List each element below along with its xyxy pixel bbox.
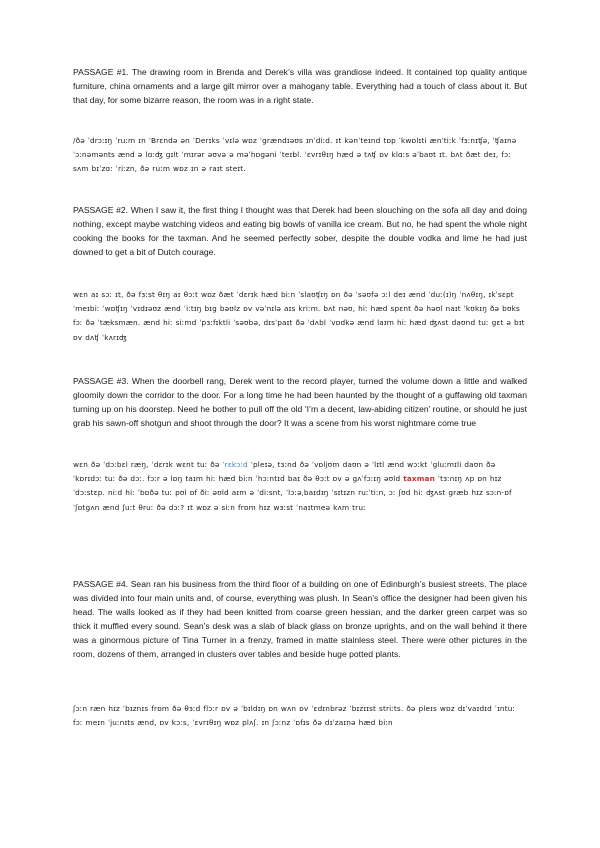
passage-3-ipa-part-2: ˈpleɪə, tɜːnd ðə ˈvɒljʊm daʊn ə ˈlɪtl ænd wɔːkt ˈgluːmɪli daʊn ðə ˈkɒrɪdɔː tuː ðə dɔː. fɔːr ə lɒŋ taɪm hiː hæd biːn ˈhɔːntɪd baɪ ðə θɔːt ɒv ə gʌˈfɔːɪŋ əʊld [73,460,496,484]
passage-4-ipa: ʃɔːn ræn hɪz ˈbɪznɪs frɒm ðə θɜːd flɔːr ɒv ə ˈbɪldɪŋ ɒn wʌn ɒv ˈɛdɪnbrəz ˈbɪzɪɪst striːts. ðə pleɪs wɒz dɪˈvaɪdɪd ˈɪntuː fɔː meɪn ˈjuːnɪts ænd, ɒv kɔːs, ˈɛvrɪθɪŋ wɒz plʌʃ. ɪn ʃɔːnz ˈɒfɪs ðə dɪˈzaɪnə hæd biːn [73,704,516,728]
passage-2-ipa: wɛn aɪ sɔː ɪt, ðə fɜːst θɪŋ aɪ θɔːt wɒz ðæt ˈdɛrɪk hæd biːn ˈslaʊʧɪŋ ɒn ðə ˈsəʊfə ɔːl deɪ ænd ˈduː(ɪ)ŋ ˈnʌθɪŋ, ɪkˈsɛpt ˈmeɪbiː ˈwɒʧɪŋ ˈvɪdɪəʊz ænd ˈiːtɪŋ bɪg bəʊlz ɒv vəˈnɪlə aɪs kriːm. bʌt nəʊ, hiː hæd spɛnt ðə həʊl naɪt ˈkʊkɪŋ ðə bʊks fɔː ðə ˈtæksmæn. ænd hiː siːmd ˈpɜːfɪktli ˈsəʊbə, dɪsˈpaɪt ðə ˈdʌbl ˈvɒdkə ænd laɪm hiː hæd ʤʌst daʊnd tuː gɛt ə bɪt ɒv dʌʧ ˈkʌrɪʤ [73,290,525,342]
passage-3-ipa [73,458,527,515]
passage-1-ipa: /ðə ˈdrɔːɪŋ ˈruːm ɪn ˈBrɛndə ən ˈDerɪks ˈvɪlə wɒz ˈgrændɪəʊs ɪnˈdiːd. ɪt kənˈteɪnd tɒp ˈkwɒlɪti ænˈtiːk ˈfɜːnɪʧə, ˈʧaɪnə ˈɔːnəmənts ænd ə lɑːʤ gɪlt ˈmɪrər əʊvə ə məˈhɒgəni ˈteɪbl. ˈɛvrɪθɪŋ hæd ə tʌʧ ɒv klɑːs əˈbaʊt ɪt. bʌt ðæt deɪ, fɔː sʌm bɪˈzɑː ˈriːzn, ðə ruːm wɒz ɪn ə raɪt steɪt. [73,136,517,174]
passage-3-ipa-part-1: wɛn ðə ˈdɔːbɛl ræŋ, ˈdɛrɪk wɛnt tuː ðə [73,460,223,469]
passage-4-text: PASSAGE #4. Sean ran his business from the third floor of a building on one of Edinburgh’s busiest streets. The place was divided into four main units and, of course, everything was plush. In Sean’s office the designer had been given his head. The walls looked as if they had been knitted from coarse green hessian, and the darker green carpet was so thick it muffled every sound. Sean’s desk was a slab of black glass on bronze uprights, and on the wall behind it there was a ginormous picture of Tina Turner in a frenzy, framed in matte stainless steel. There were other pictures in the room, dozens of them, arranged in clusters over tables and beside huge potted plants. [73,579,527,659]
passage-3-ipa-part-3: ˈtɜːnɪŋ ʌp ɒn hɪz ˈdɔːstɛp. niːd hiː ˈbɒðə tuː pʊl ɒf ðiː əʊld aɪm ə ˈdiːsnt, ˈlɔːəˌbaɪdɪŋ ˈsɪtɪzn ruːˈtiːn, ɔː ʃʊd hiː ʤʌst græb hɪz sɔːn-ɒf ˈʃɒtgʌn ænd ʃuːt θruː ðə dɔː? ɪt wɒz ə siːn frɒm hɪz wɜːst ˈnaɪtmeə kʌm truː [73,474,512,512]
passage-3-text: PASSAGE #3. When the doorbell rang, Derek went to the record player, turned the volume down a little and walked gloomily down the corridor to the door. For a long time he had been haunted by the thought of a guffawing old taxman turning up on his doorstep. Need he bother to pull off the old ‘I’m a decent, law-abiding citizen’ routine, or should he just grab his sawn-off shotgun and shoot through the door? It was a scene from his worst nightmare come true [73,376,527,428]
passage-2-text: PASSAGE #2. When I saw it, the first thing I thought was that Derek had been slouching on the sofa all day and doing nothing, except maybe watching videos and eating big bowls of vanilla ice cream. But no, he had spent the whole night cooking the books for the taxman. And he seemed perfectly sober, despite the double vodka and lime he had just downed to get a bit of Dutch courage. [73,205,527,257]
highlighted-word-record: ˈrɛkɔːd [222,460,248,469]
passage-1-text: PASSAGE #1. The drawing room in Brenda and Derek’s villa was grandiose indeed. It contained top quality antique furniture, china ornaments and a large gilt mirror over a mahogany table. Everything had a touch of class about it. But that day, for some bizarre reason, the room was in a right state. [73,67,527,105]
highlighted-word-taxman: taxman [403,474,435,484]
